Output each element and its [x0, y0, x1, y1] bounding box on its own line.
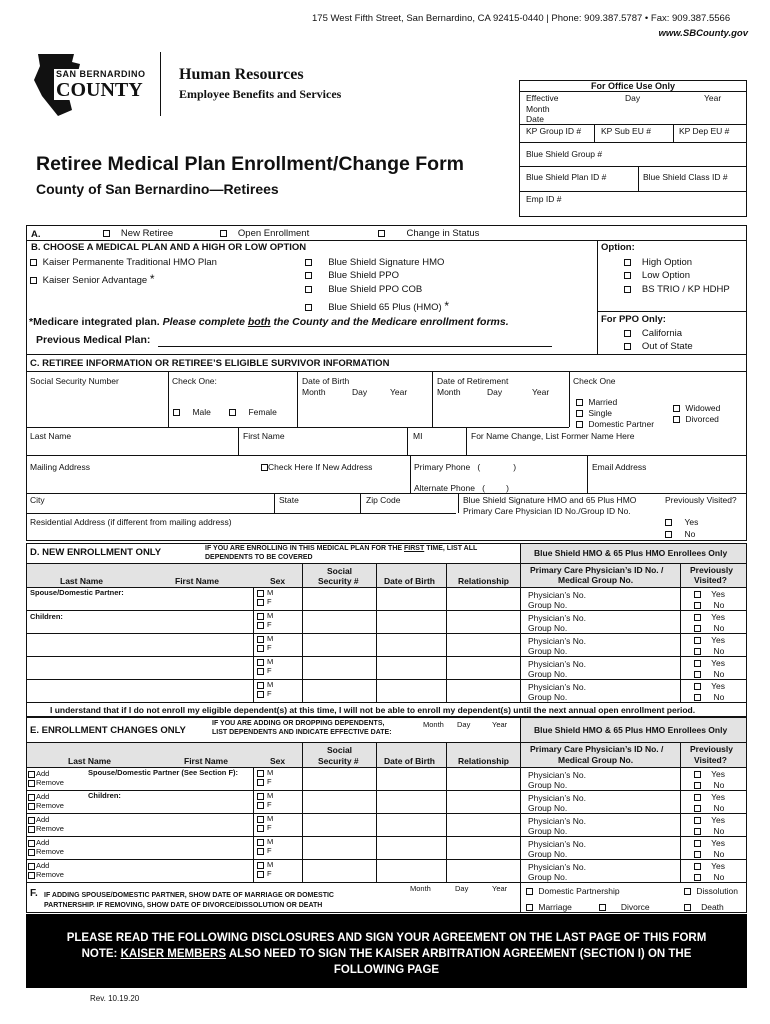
checkbox[interactable]: [684, 904, 691, 911]
sex-m-option[interactable]: M: [257, 681, 273, 689]
sex-f-option[interactable]: F: [257, 824, 272, 832]
checkbox[interactable]: [576, 399, 583, 406]
bs-enrollees-header: Blue Shield HMO & 65 Plus HMO Enrollees Only: [534, 548, 728, 558]
visited-yes-option[interactable]: Yes: [694, 839, 725, 848]
last-name-label: Last Name: [30, 431, 72, 441]
physician-label: Physician’s No.: [528, 682, 586, 692]
visited-no-option[interactable]: No: [694, 827, 724, 836]
visited-no-option[interactable]: No: [694, 670, 724, 679]
section-e-note-2: LIST DEPENDENTS AND INDICATE EFFECTIVE DATE:: [212, 729, 392, 736]
physician-label: Physician’s No.: [528, 613, 586, 623]
checkbox[interactable]: [305, 259, 312, 266]
col-pcp-2: Medical Group No.: [558, 755, 634, 765]
checkbox[interactable]: [257, 691, 264, 698]
checkbox[interactable]: [576, 421, 583, 428]
checkbox[interactable]: [257, 779, 264, 786]
divorced-option[interactable]: Divorced: [673, 415, 719, 424]
col-prev-2: Visited?: [694, 755, 727, 765]
kaiser-hmo-option[interactable]: Kaiser Permanente Traditional HMO Plan: [30, 258, 217, 268]
visited-no-option[interactable]: No: [694, 693, 724, 702]
checkbox[interactable]: [28, 849, 35, 856]
sex-m-option[interactable]: M: [257, 861, 273, 869]
sex-m-option[interactable]: M: [257, 838, 273, 846]
checkbox[interactable]: [684, 888, 691, 895]
col-social: Social: [327, 566, 353, 576]
physician-label: Physician’s No.: [528, 793, 586, 803]
checkbox[interactable]: [257, 770, 264, 777]
disclosure-banner: [26, 914, 747, 988]
divorce-option[interactable]: Divorce: [599, 903, 650, 912]
out-state-option[interactable]: Out of State: [624, 342, 693, 352]
month-label: Month: [410, 884, 431, 893]
header-website[interactable]: www.SBCounty.gov: [658, 28, 748, 39]
checkbox[interactable]: [694, 637, 701, 644]
checkbox[interactable]: [257, 802, 264, 809]
checkbox[interactable]: [378, 230, 385, 237]
bs-pcp-label-2: Primary Care Physician ID No./Group ID No.: [463, 506, 631, 516]
marriage-option[interactable]: Marriage: [526, 903, 572, 912]
sex-f-option[interactable]: F: [257, 778, 272, 786]
col-relationship: Relationship: [458, 576, 510, 586]
checkbox[interactable]: [673, 416, 680, 423]
checkbox[interactable]: [257, 622, 264, 629]
checkbox[interactable]: [526, 904, 533, 911]
sex-f-option[interactable]: F: [257, 644, 272, 652]
group-label: Group No.: [528, 872, 568, 882]
checkbox[interactable]: [694, 625, 701, 632]
section-f-note-2: PARTNERSHIP. IF REMOVING, SHOW DATE OF DIVORCE/DISSOLUTION OR DEATH: [44, 902, 323, 909]
physician-label: Physician’s No.: [528, 862, 586, 872]
visited-yes-option[interactable]: Yes: [694, 862, 725, 871]
primary-phone-label: Primary Phone ( ): [414, 462, 517, 472]
visited-yes-option[interactable]: Yes: [694, 590, 725, 599]
checkbox[interactable]: [694, 840, 701, 847]
section-e-note: IF YOU ARE ADDING OR DROPPING DEPENDENTS,: [212, 720, 385, 727]
sex-f-option[interactable]: F: [257, 690, 272, 698]
female-option[interactable]: Female: [229, 408, 277, 417]
checkbox[interactable]: [665, 519, 672, 526]
add-option[interactable]: Add: [28, 839, 49, 847]
spouse-row-label: Spouse/Domestic Partner:: [30, 588, 124, 597]
checkbox[interactable]: [220, 230, 227, 237]
bs-ppo-option[interactable]: Blue Shield PPO: [305, 271, 399, 281]
checkbox[interactable]: [257, 659, 264, 666]
banner-line-2: NOTE: KAISER MEMBERS ALSO NEED TO SIGN THE KAISER ARBITRATION AGREEMENT (SECTION I) ON THE: [81, 948, 692, 960]
physician-label: Physician’s No.: [528, 636, 586, 646]
checkbox[interactable]: [305, 286, 312, 293]
checkbox[interactable]: [257, 871, 264, 878]
checkbox[interactable]: [576, 410, 583, 417]
visited-yes-option[interactable]: Yes: [694, 770, 725, 779]
open-enrollment-option[interactable]: Open Enrollment: [220, 229, 309, 239]
sex-f-option[interactable]: F: [257, 667, 272, 675]
physician-label: Physician’s No.: [528, 590, 586, 600]
prev-visited-no[interactable]: No: [665, 530, 695, 539]
change-status-option[interactable]: Change in Status: [378, 229, 479, 239]
remove-option[interactable]: Remove: [28, 825, 64, 833]
col-sex: Sex: [270, 576, 286, 586]
checkbox[interactable]: [694, 828, 701, 835]
checkbox[interactable]: [28, 794, 35, 801]
checkbox[interactable]: [694, 694, 701, 701]
section-d-note-2: DEPENDENTS TO BE COVERED: [205, 554, 313, 561]
previous-plan-field[interactable]: [158, 346, 552, 347]
year-label: Year: [492, 884, 508, 893]
checkbox[interactable]: [599, 904, 606, 911]
city-label: City: [30, 495, 45, 505]
group-label: Group No.: [528, 646, 568, 656]
enrollment-notice: I understand that if I do not enroll my eligible dependent(s) at this time, I will not be able to enroll my dependent(s) until the next annual open enrollment period.: [50, 705, 696, 715]
checkbox[interactable]: [257, 839, 264, 846]
col-pcp: Primary Care Physician’s ID No. /: [530, 744, 664, 754]
checkbox[interactable]: [257, 645, 264, 652]
checkbox[interactable]: [694, 863, 701, 870]
checkbox[interactable]: [257, 825, 264, 832]
checkbox[interactable]: [261, 464, 268, 471]
checkbox[interactable]: [173, 409, 180, 416]
visited-yes-option[interactable]: Yes: [694, 613, 725, 622]
checkbox[interactable]: [103, 230, 110, 237]
col-dob: Date of Birth: [384, 576, 435, 586]
col-social: Social: [327, 745, 353, 755]
dor-label: Date of Retirement: [437, 376, 509, 386]
checkbox[interactable]: [305, 272, 312, 279]
col-first-name: First Name: [175, 576, 219, 586]
checkbox[interactable]: [28, 803, 35, 810]
domestic-partner-option[interactable]: Domestic Partner: [576, 420, 654, 429]
checkbox[interactable]: [305, 304, 312, 311]
day-label: Day: [455, 884, 469, 893]
male-option[interactable]: Male: [173, 408, 211, 417]
add-option[interactable]: Add: [28, 770, 49, 778]
visited-no-option[interactable]: No: [694, 624, 724, 633]
checkbox[interactable]: [28, 780, 35, 787]
visited-yes-option[interactable]: Yes: [694, 636, 725, 645]
col-last-name: Last Name: [68, 756, 111, 766]
section-a-label: A.: [31, 229, 41, 240]
day-label: Day: [487, 387, 503, 397]
check-one-label: Check One:: [172, 376, 217, 386]
visited-no-option[interactable]: No: [694, 781, 724, 790]
checkbox[interactable]: [624, 286, 631, 293]
new-retiree-option[interactable]: New Retiree: [103, 229, 173, 239]
trio-option[interactable]: BS TRIO / KP HDHP: [624, 285, 730, 295]
checkbox[interactable]: [30, 277, 37, 284]
year-label: Year: [532, 387, 550, 397]
bs-ppo-cob-option[interactable]: Blue Shield PPO COB: [305, 285, 422, 295]
option-label: Option:: [601, 242, 635, 253]
group-label: Group No.: [528, 780, 568, 790]
checkbox[interactable]: [694, 817, 701, 824]
sex-m-option[interactable]: M: [257, 612, 273, 620]
checkbox[interactable]: [665, 531, 672, 538]
checkbox[interactable]: [694, 874, 701, 881]
checkbox[interactable]: [28, 771, 35, 778]
group-label: Group No.: [528, 623, 568, 633]
day-label: Day: [352, 387, 368, 397]
checkbox[interactable]: [624, 330, 631, 337]
ssn-label: Social Security Number: [30, 376, 119, 386]
section-f-label: F.: [30, 888, 38, 899]
checkbox[interactable]: [694, 794, 701, 801]
checkbox[interactable]: [257, 668, 264, 675]
children-row-label: Children:: [88, 791, 121, 800]
checkbox[interactable]: [624, 272, 631, 279]
sex-m-option[interactable]: M: [257, 792, 273, 800]
group-label: Group No.: [528, 803, 568, 813]
california-option[interactable]: California: [624, 329, 682, 339]
checkbox[interactable]: [257, 599, 264, 606]
checkbox[interactable]: [694, 771, 701, 778]
mi-label: MI: [413, 431, 423, 441]
residential-label: Residential Address (if different from mailing address): [30, 517, 232, 527]
domestic-partnership-option[interactable]: Domestic Partnership: [526, 887, 620, 896]
year-label: Year: [390, 387, 408, 397]
sex-f-option[interactable]: F: [257, 598, 272, 606]
checkbox[interactable]: [257, 816, 264, 823]
header-address: 175 West Fifth Street, San Bernardino, CA 92415-0440 | Phone: 909.387.5787 • Fax: 909.387.5566: [312, 13, 731, 24]
remove-option[interactable]: Remove: [28, 871, 64, 879]
visited-yes-option[interactable]: Yes: [694, 659, 725, 668]
checkbox[interactable]: [624, 343, 631, 350]
checkbox[interactable]: [30, 259, 37, 266]
col-prev: Previously: [690, 744, 733, 754]
visited-yes-option[interactable]: Yes: [694, 793, 725, 802]
sex-m-option[interactable]: M: [257, 635, 273, 643]
prev-visited-label: Previously Visited?: [665, 495, 737, 505]
sex-f-option[interactable]: F: [257, 801, 272, 809]
col-sex: Sex: [270, 756, 286, 766]
remove-option[interactable]: Remove: [28, 848, 64, 856]
first-name-label: First Name: [243, 431, 285, 441]
physician-label: Physician’s No.: [528, 839, 586, 849]
col-first-name: First Name: [184, 756, 228, 766]
marital-label: Check One: [573, 376, 616, 386]
email-label: Email Address: [592, 462, 647, 472]
former-name-label: For Name Change, List Former Name Here: [471, 431, 635, 441]
section-d-note: IF YOU ARE ENROLLING IN THIS MEDICAL PLAN FOR THE FIRST TIME, LIST ALL: [205, 545, 478, 552]
visited-no-option[interactable]: No: [694, 873, 724, 882]
high-option[interactable]: High Option: [624, 258, 692, 268]
checkbox[interactable]: [624, 259, 631, 266]
group-label: Group No.: [528, 669, 568, 679]
checkbox[interactable]: [28, 872, 35, 879]
checkbox[interactable]: [257, 848, 264, 855]
group-label: Group No.: [528, 692, 568, 702]
checkbox[interactable]: [257, 862, 264, 869]
day-label: Day: [457, 720, 471, 729]
spouse-row-label: Spouse/Domestic Partner (See Section F):: [88, 768, 239, 777]
group-label: Group No.: [528, 849, 568, 859]
remove-option[interactable]: Remove: [28, 802, 64, 810]
office-use-box: For Office Use Only Effective Day Year Month Date KP Group ID # KP Sub EU # KP Dep EU # Blue Shield Group # Blue Shield Plan ID # Blue Shield Class ID # Emp ID #: [519, 80, 747, 217]
checkbox[interactable]: [694, 591, 701, 598]
checkbox[interactable]: [28, 863, 35, 870]
form-title: Retiree Medical Plan Enrollment/Change Form: [36, 153, 465, 175]
visited-no-option[interactable]: No: [694, 601, 724, 610]
prev-visited-yes[interactable]: Yes: [665, 518, 698, 527]
kaiser-senior-option[interactable]: Kaiser Senior Advantage *: [30, 273, 155, 286]
checkbox[interactable]: [229, 409, 236, 416]
alt-phone-label: Alternate Phone ( ): [414, 483, 510, 493]
married-option[interactable]: Married: [576, 398, 617, 407]
checkbox[interactable]: [694, 782, 701, 789]
col-ssn: Security #: [318, 576, 359, 586]
dissolution-option[interactable]: Dissolution: [684, 887, 738, 896]
dept-subtitle: Employee Benefits and Services: [179, 87, 342, 101]
col-relationship: Relationship: [458, 756, 510, 766]
bs-hmo-option[interactable]: Blue Shield Signature HMO: [305, 258, 444, 268]
remove-option[interactable]: Remove: [28, 779, 64, 787]
checkbox[interactable]: [694, 660, 701, 667]
add-option[interactable]: Add: [28, 816, 49, 824]
visited-no-option[interactable]: No: [694, 647, 724, 656]
single-option[interactable]: Single: [576, 409, 612, 418]
checkbox[interactable]: [28, 826, 35, 833]
sex-m-option[interactable]: M: [257, 589, 273, 597]
checkbox[interactable]: [257, 590, 264, 597]
checkbox[interactable]: [28, 817, 35, 824]
checkbox[interactable]: [28, 840, 35, 847]
col-ssn: Security #: [318, 756, 359, 766]
mailing-address-label: Mailing Address: [30, 462, 91, 472]
month-label: Month: [423, 720, 444, 729]
physician-label: Physician’s No.: [528, 770, 586, 780]
checkbox[interactable]: [694, 805, 701, 812]
sex-f-option[interactable]: F: [257, 847, 272, 855]
widowed-option[interactable]: Widowed: [673, 404, 720, 413]
zip-label: Zip Code: [366, 495, 401, 505]
col-pcp-2: Medical Group No.: [558, 575, 634, 585]
banner-line-1: PLEASE READ THE FOLLOWING DISCLOSURES AND SIGN YOUR AGREEMENT ON THE LAST PAGE OF THIS FORM: [66, 932, 707, 944]
checkbox[interactable]: [257, 613, 264, 620]
checkbox[interactable]: [694, 614, 701, 621]
checkbox[interactable]: [694, 671, 701, 678]
previous-plan-label: Previous Medical Plan:: [36, 334, 151, 346]
state-label: State: [279, 495, 299, 505]
dept-title: Human Resources: [179, 66, 304, 83]
visited-yes-option[interactable]: Yes: [694, 682, 725, 691]
sex-m-option[interactable]: M: [257, 658, 273, 666]
revision-label: Rev. 10.19.20: [90, 994, 140, 1003]
checkbox[interactable]: [694, 683, 701, 690]
section-f-note: IF ADDING SPOUSE/DOMESTIC PARTNER, SHOW DATE OF MARRIAGE OR DOMESTIC: [44, 892, 334, 899]
section-e-title: E. ENROLLMENT CHANGES ONLY: [30, 725, 186, 736]
bs-enrollees-header: Blue Shield HMO & 65 Plus HMO Enrollees Only: [534, 725, 728, 735]
checkbox[interactable]: [673, 405, 680, 412]
banner-line-3: FOLLOWING PAGE: [333, 964, 440, 976]
checkbox[interactable]: [526, 888, 533, 895]
new-address-option[interactable]: Check Here If New Address: [261, 463, 372, 472]
section-c-title: C. RETIREE INFORMATION OR RETIREE’S ELIGIBLE SURVIVOR INFORMATION: [30, 358, 390, 369]
sex-f-option[interactable]: F: [257, 870, 272, 878]
visited-no-option[interactable]: No: [694, 850, 724, 859]
children-row-label: Children:: [30, 612, 63, 621]
low-option[interactable]: Low Option: [624, 271, 690, 281]
bs-pcp-label: Blue Shield Signature HMO and 65 Plus HMO: [463, 495, 637, 505]
add-option[interactable]: Add: [28, 793, 49, 801]
col-prev-2: Visited?: [694, 575, 727, 585]
physician-label: Physician’s No.: [528, 816, 586, 826]
section-b-title: B. CHOOSE A MEDICAL PLAN AND A HIGH OR LOW OPTION: [31, 242, 307, 253]
bs-65-option[interactable]: Blue Shield 65 Plus (HMO) *: [305, 300, 449, 313]
section-d-title: D. NEW ENROLLMENT ONLY: [30, 547, 162, 558]
group-label: Group No.: [528, 826, 568, 836]
death-option[interactable]: Death: [684, 903, 724, 912]
checkbox[interactable]: [257, 793, 264, 800]
visited-yes-option[interactable]: Yes: [694, 816, 725, 825]
month-label: Month: [437, 387, 461, 397]
checkbox[interactable]: [257, 636, 264, 643]
checkbox[interactable]: [694, 648, 701, 655]
col-prev: Previously: [690, 565, 733, 575]
sex-m-option[interactable]: M: [257, 769, 273, 777]
checkbox[interactable]: [694, 851, 701, 858]
month-label: Month: [302, 387, 326, 397]
checkbox[interactable]: [694, 602, 701, 609]
visited-no-option[interactable]: No: [694, 804, 724, 813]
medicare-note: *Medicare integrated plan. Please complete both the County and the Medicare enrollment forms.: [29, 316, 509, 328]
group-label: Group No.: [528, 600, 568, 610]
checkbox[interactable]: [257, 682, 264, 689]
sex-f-option[interactable]: F: [257, 621, 272, 629]
physician-label: Physician’s No.: [528, 659, 586, 669]
dob-label: Date of Birth: [302, 376, 350, 386]
add-option[interactable]: Add: [28, 862, 49, 870]
col-pcp: Primary Care Physician’s ID No. /: [530, 565, 664, 575]
col-dob: Date of Birth: [384, 756, 435, 766]
sex-m-option[interactable]: M: [257, 815, 273, 823]
year-label: Year: [492, 720, 508, 729]
county-logo: SAN BERNARDINO COUNTY: [28, 50, 146, 120]
col-last-name: Last Name: [60, 576, 103, 586]
form-subtitle: County of San Bernardino—Retirees: [36, 181, 279, 197]
ppo-only-label: For PPO Only:: [601, 314, 666, 325]
